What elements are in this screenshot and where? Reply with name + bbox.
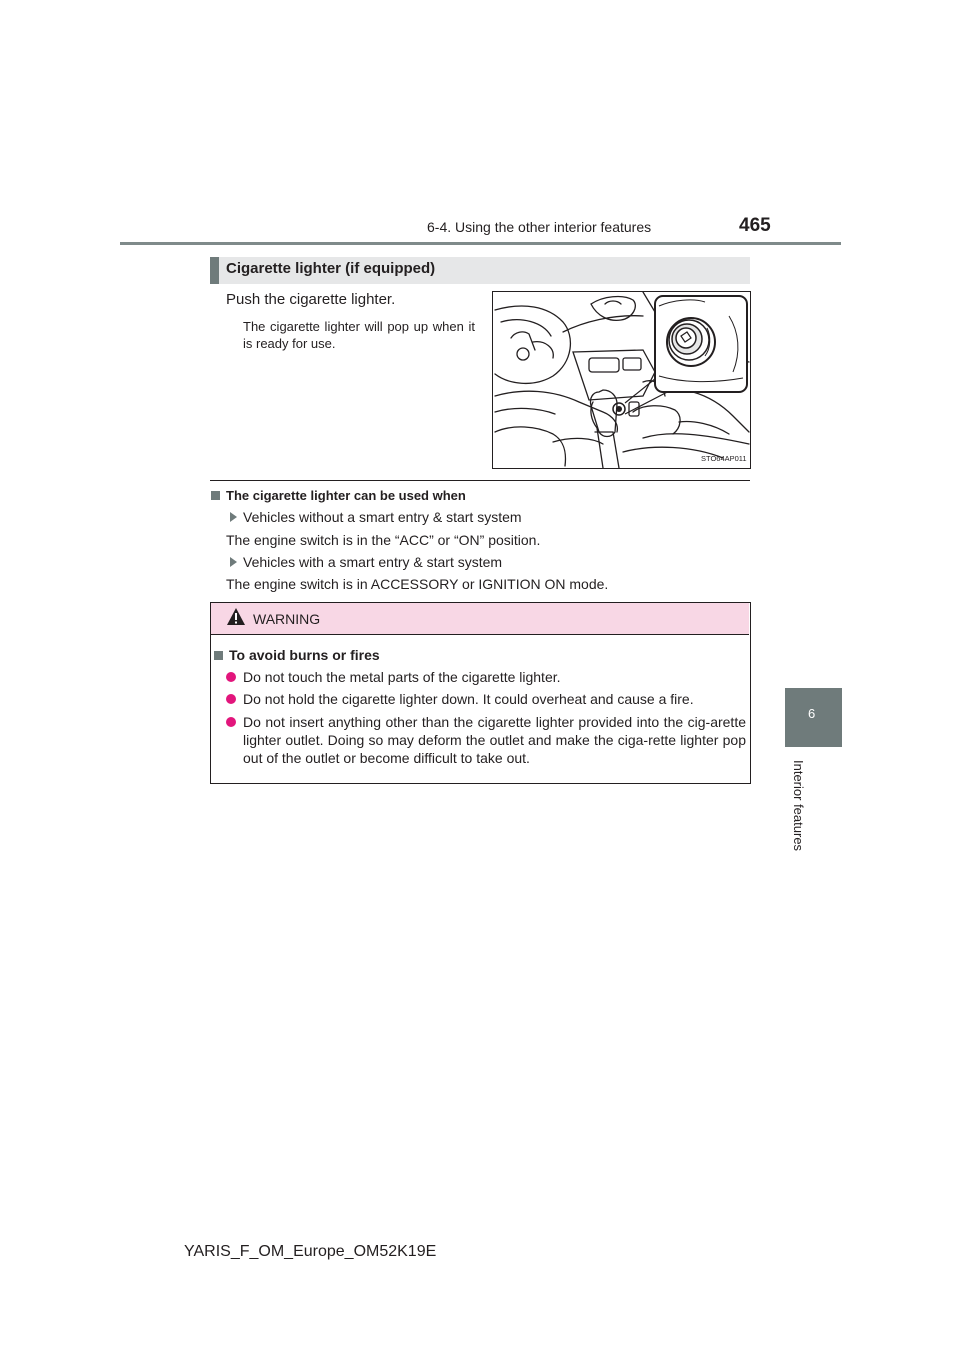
warning-subheading-text: To avoid burns or fires: [229, 647, 380, 663]
condition-label: [230, 509, 522, 525]
warning-bullet-text: Do not touch the metal parts of the cigarette lighter.: [243, 669, 561, 685]
condition-description: The engine switch is in the “ACC” or “ON” position.: [226, 532, 541, 548]
chapter-tab-label: Interior features: [791, 760, 806, 852]
section-divider: [210, 480, 750, 481]
dashboard-drawing: [493, 292, 750, 468]
round-bullet-icon: [226, 694, 236, 704]
usage-heading-text: The cigarette lighter can be used when: [226, 488, 466, 503]
warning-triangle-icon: [226, 607, 246, 632]
header-divider: [120, 242, 841, 245]
square-bullet-icon: [214, 651, 223, 660]
condition-text: Vehicles with a smart entry & start system: [243, 554, 503, 570]
instruction-note: The cigarette lighter will pop up when it is ready for use.: [243, 319, 475, 351]
triangle-bullet-icon: [230, 512, 237, 522]
document-code: YARIS_F_OM_Europe_OM52K19E: [184, 1243, 437, 1260]
condition-description: The engine switch is in ACCESSORY or IGNITION ON mode.: [226, 576, 609, 592]
usage-heading: [211, 488, 466, 503]
warning-subheading: [214, 647, 380, 663]
warning-bullet-text: Do not insert anything other than the cigarette lighter provided into the cig-arette lighter outlet. Doing so may deform the outlet and make the ciga-rette lighter pop out of the outlet or become difficult to take out.: [243, 714, 746, 766]
instruction-text: Push the cigarette lighter.: [226, 291, 396, 308]
figure-code: STO64AP011: [701, 454, 747, 463]
warning-bullet: [226, 713, 746, 773]
condition-label: [230, 554, 502, 570]
warning-bullet: [226, 690, 746, 708]
warning-bullet: [226, 668, 746, 686]
header-section-title: 6-4. Using the other interior features: [427, 219, 652, 235]
page-number: 465: [739, 215, 771, 236]
chapter-tab-number: 6: [808, 706, 816, 721]
round-bullet-icon: [226, 717, 236, 727]
section-heading-marker: [210, 257, 219, 284]
condition-text: Vehicles without a smart entry & start system: [243, 509, 522, 525]
triangle-bullet-icon: [230, 557, 237, 567]
cigarette-lighter-illustration: [492, 291, 751, 469]
warning-title: WARNING: [253, 611, 321, 627]
round-bullet-icon: [226, 672, 236, 682]
warning-bullet-text: Do not hold the cigarette lighter down. It could overheat and cause a fire.: [243, 691, 694, 707]
square-bullet-icon: [211, 491, 220, 500]
section-title: Cigarette lighter (if equipped): [226, 260, 436, 277]
